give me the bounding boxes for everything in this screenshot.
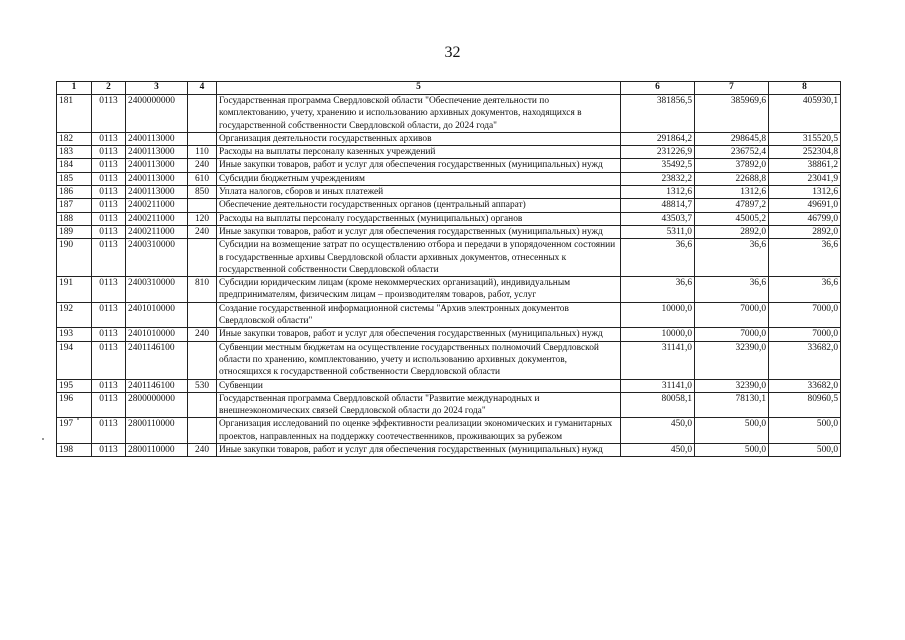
table-row	[57, 212, 841, 225]
table-row	[57, 444, 841, 457]
amount-2023-cell: 36,6	[695, 277, 769, 303]
table-row	[57, 132, 841, 145]
item-name-cell: Иные закупки товаров, работ и услуг для обеспечения государственных (муниципальных) нужд	[217, 225, 621, 238]
table-row	[57, 225, 841, 238]
row-number-cell: 184	[57, 159, 92, 172]
amount-2022-cell: 35492,5	[621, 159, 695, 172]
amount-2023-cell: 1312,6	[695, 186, 769, 199]
amount-2022-cell: 450,0	[621, 418, 695, 444]
target-article-cell: 2800110000	[126, 418, 188, 444]
section-code-cell: 0113	[92, 379, 126, 392]
amount-2024-cell: 1312,6	[769, 186, 841, 199]
expense-type-cell: 530	[188, 379, 217, 392]
row-number-cell: 183	[57, 146, 92, 159]
target-article-cell: 2400113000	[126, 186, 188, 199]
amount-2023-cell: 47897,2	[695, 199, 769, 212]
table-row	[57, 199, 841, 212]
table-row	[57, 341, 841, 379]
amount-2023-cell: 45005,2	[695, 212, 769, 225]
table-row	[57, 159, 841, 172]
table-row	[57, 392, 841, 418]
amount-2024-cell: 49691,0	[769, 199, 841, 212]
expense-type-cell: 240	[188, 328, 217, 341]
item-name-cell: Субвенции	[217, 379, 621, 392]
table-row	[57, 186, 841, 199]
header-cell: 2	[92, 82, 126, 95]
expense-type-cell: 110	[188, 146, 217, 159]
row-number-cell: 194	[57, 341, 92, 379]
target-article-cell: 2400211000	[126, 199, 188, 212]
amount-2023-cell: 500,0	[695, 444, 769, 457]
amount-2023-cell: 7000,0	[695, 328, 769, 341]
amount-2022-cell: 10000,0	[621, 328, 695, 341]
row-number-cell: 186	[57, 186, 92, 199]
item-name-cell: Иные закупки товаров, работ и услуг для обеспечения государственных (муниципальных) нужд	[217, 444, 621, 457]
section-code-cell: 0113	[92, 199, 126, 212]
amount-2024-cell: 252304,8	[769, 146, 841, 159]
section-code-cell: 0113	[92, 212, 126, 225]
amount-2024-cell: 2892,0	[769, 225, 841, 238]
item-name-cell: Иные закупки товаров, работ и услуг для обеспечения государственных (муниципальных) нужд	[217, 328, 621, 341]
table-row	[57, 328, 841, 341]
target-article-cell: 2400211000	[126, 212, 188, 225]
target-article-cell: 2401010000	[126, 302, 188, 328]
amount-2024-cell: 33682,0	[769, 379, 841, 392]
table-body	[57, 95, 841, 457]
expense-type-cell	[188, 132, 217, 145]
amount-2024-cell: 315520,5	[769, 132, 841, 145]
target-article-cell: 2800000000	[126, 392, 188, 418]
table-row	[57, 239, 841, 277]
amount-2022-cell: 1312,6	[621, 186, 695, 199]
amount-2023-cell: 385969,6	[695, 95, 769, 133]
table-row	[57, 302, 841, 328]
section-code-cell: 0113	[92, 392, 126, 418]
item-name-cell: Субвенции местным бюджетам на осуществление государственных полномочий Свердловской области по хранению, комплектованию, учету и использованию архивных документов, относящихся к государственной собственности Свердловской области	[217, 341, 621, 379]
section-code-cell: 0113	[92, 277, 126, 303]
amount-2023-cell: 32390,0	[695, 379, 769, 392]
amount-2024-cell: 33682,0	[769, 341, 841, 379]
target-article-cell: 2400310000	[126, 239, 188, 277]
row-number-cell: 191	[57, 277, 92, 303]
amount-2023-cell: 7000,0	[695, 302, 769, 328]
item-name-cell: Расходы на выплаты персоналу государственных (муниципальных) органов	[217, 212, 621, 225]
amount-2024-cell: 500,0	[769, 444, 841, 457]
amount-2022-cell: 48814,7	[621, 199, 695, 212]
section-code-cell: 0113	[92, 444, 126, 457]
row-number-cell: 195	[57, 379, 92, 392]
amount-2024-cell: 46799,0	[769, 212, 841, 225]
expense-type-cell: 240	[188, 225, 217, 238]
item-name-cell: Обеспечение деятельности государственных органов (центральный аппарат)	[217, 199, 621, 212]
section-code-cell: 0113	[92, 132, 126, 145]
expense-type-cell: 810	[188, 277, 217, 303]
expense-type-cell: 120	[188, 212, 217, 225]
target-article-cell: 2400113000	[126, 172, 188, 185]
expense-type-cell	[188, 302, 217, 328]
target-article-cell: 2800110000	[126, 444, 188, 457]
amount-2023-cell: 37892,0	[695, 159, 769, 172]
table-header-row	[57, 82, 841, 95]
amount-2022-cell: 23832,2	[621, 172, 695, 185]
amount-2022-cell: 10000,0	[621, 302, 695, 328]
section-code-cell: 0113	[92, 418, 126, 444]
amount-2023-cell: 236752,4	[695, 146, 769, 159]
expense-type-cell: 850	[188, 186, 217, 199]
table-row	[57, 418, 841, 444]
table-row	[57, 95, 841, 133]
expense-type-cell	[188, 392, 217, 418]
expense-type-cell	[188, 239, 217, 277]
amount-2024-cell: 38861,2	[769, 159, 841, 172]
target-article-cell: 2400000000	[126, 95, 188, 133]
amount-2022-cell: 80058,1	[621, 392, 695, 418]
amount-2024-cell: 405930,1	[769, 95, 841, 133]
section-code-cell: 0113	[92, 146, 126, 159]
amount-2024-cell: 36,6	[769, 239, 841, 277]
row-number-cell: 190	[57, 239, 92, 277]
section-code-cell: 0113	[92, 341, 126, 379]
page-number: 32	[444, 44, 461, 61]
expense-type-cell: 240	[188, 444, 217, 457]
amount-2023-cell: 2892,0	[695, 225, 769, 238]
expense-type-cell	[188, 341, 217, 379]
amount-2024-cell: 7000,0	[769, 302, 841, 328]
budget-table	[56, 81, 841, 457]
section-code-cell: 0113	[92, 328, 126, 341]
section-code-cell: 0113	[92, 172, 126, 185]
item-name-cell: Уплата налогов, сборов и иных платежей	[217, 186, 621, 199]
item-name-cell: Иные закупки товаров, работ и услуг для обеспечения государственных (муниципальных) нужд	[217, 159, 621, 172]
row-number-cell: 181	[57, 95, 92, 133]
item-name-cell: Государственная программа Свердловской области "Обеспечение деятельности по комплектованию, учету, хранению и использованию архивных документов, находящихся в государственной собственности Свердловской области, до 2024 года"	[217, 95, 621, 133]
target-article-cell: 2400211000	[126, 225, 188, 238]
amount-2022-cell: 43503,7	[621, 212, 695, 225]
expense-type-cell	[188, 418, 217, 444]
amount-2022-cell: 291864,2	[621, 132, 695, 145]
header-cell: 4	[188, 82, 217, 95]
item-name-cell: Государственная программа Свердловской области "Развитие международных и внешнеэкономических связей Свердловской области до 2024 года"	[217, 392, 621, 418]
row-number-cell: 182	[57, 132, 92, 145]
amount-2022-cell: 5311,0	[621, 225, 695, 238]
item-name-cell: Субсидии бюджетным учреждениям	[217, 172, 621, 185]
table-row	[57, 277, 841, 303]
amount-2024-cell: 36,6	[769, 277, 841, 303]
section-code-cell: 0113	[92, 159, 126, 172]
table-row	[57, 172, 841, 185]
scan-speck	[42, 438, 44, 440]
table-row	[57, 379, 841, 392]
row-number-cell: 185	[57, 172, 92, 185]
scan-speck	[77, 418, 79, 420]
item-name-cell: Организация исследований по оценке эффективности реализации экономических и гуманитарных проектов, направленных на поддержку соотечественников, проживающих за рубежом	[217, 418, 621, 444]
target-article-cell: 2400113000	[126, 132, 188, 145]
item-name-cell: Организация деятельности государственных архивов	[217, 132, 621, 145]
row-number-cell: 197	[57, 418, 92, 444]
amount-2022-cell: 31141,0	[621, 379, 695, 392]
amount-2023-cell: 500,0	[695, 418, 769, 444]
amount-2024-cell: 7000,0	[769, 328, 841, 341]
row-number-cell: 188	[57, 212, 92, 225]
target-article-cell: 2400310000	[126, 277, 188, 303]
table-row	[57, 146, 841, 159]
header-cell: 1	[57, 82, 92, 95]
section-code-cell: 0113	[92, 225, 126, 238]
target-article-cell: 2401146100	[126, 379, 188, 392]
target-article-cell: 2400113000	[126, 146, 188, 159]
section-code-cell: 0113	[92, 239, 126, 277]
amount-2022-cell: 31141,0	[621, 341, 695, 379]
header-cell: 3	[126, 82, 188, 95]
item-name-cell: Субсидии юридическим лицам (кроме некоммерческих организаций), индивидуальным предпринимателям, физическим лицам – производителям товаров, работ, услуг	[217, 277, 621, 303]
amount-2022-cell: 231226,9	[621, 146, 695, 159]
amount-2022-cell: 36,6	[621, 239, 695, 277]
amount-2022-cell: 36,6	[621, 277, 695, 303]
row-number-cell: 198	[57, 444, 92, 457]
amount-2023-cell: 78130,1	[695, 392, 769, 418]
target-article-cell: 2401010000	[126, 328, 188, 341]
row-number-cell: 193	[57, 328, 92, 341]
target-article-cell: 2400113000	[126, 159, 188, 172]
amount-2023-cell: 22688,8	[695, 172, 769, 185]
amount-2022-cell: 381856,5	[621, 95, 695, 133]
amount-2023-cell: 36,6	[695, 239, 769, 277]
expense-type-cell	[188, 95, 217, 133]
amount-2024-cell: 80960,5	[769, 392, 841, 418]
header-cell: 5	[217, 82, 621, 95]
item-name-cell: Расходы на выплаты персоналу казенных учреждений	[217, 146, 621, 159]
amount-2024-cell: 23041,9	[769, 172, 841, 185]
amount-2023-cell: 298645,8	[695, 132, 769, 145]
amount-2023-cell: 32390,0	[695, 341, 769, 379]
header-cell: 6	[621, 82, 695, 95]
row-number-cell: 192	[57, 302, 92, 328]
expense-type-cell: 240	[188, 159, 217, 172]
target-article-cell: 2401146100	[126, 341, 188, 379]
expense-type-cell	[188, 199, 217, 212]
header-cell: 7	[695, 82, 769, 95]
row-number-cell: 196	[57, 392, 92, 418]
item-name-cell: Субсидии на возмещение затрат по осуществлению отбора и передачи в упорядоченном состоянии в государственные архивы Свердловской области архивных документов, отнесенных к государственной собственности Свердловской области	[217, 239, 621, 277]
section-code-cell: 0113	[92, 302, 126, 328]
row-number-cell: 189	[57, 225, 92, 238]
item-name-cell: Создание государственной информационной системы "Архив электронных документов Свердловской области"	[217, 302, 621, 328]
header-cell: 8	[769, 82, 841, 95]
expense-type-cell: 610	[188, 172, 217, 185]
row-number-cell: 187	[57, 199, 92, 212]
amount-2024-cell: 500,0	[769, 418, 841, 444]
amount-2022-cell: 450,0	[621, 444, 695, 457]
section-code-cell: 0113	[92, 186, 126, 199]
section-code-cell: 0113	[92, 95, 126, 133]
